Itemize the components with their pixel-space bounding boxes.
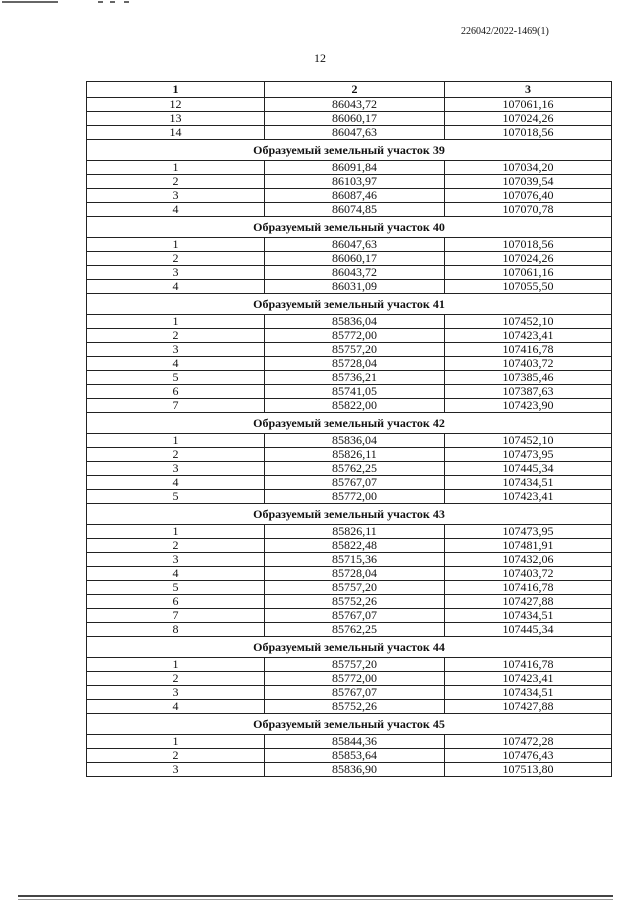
table-row	[87, 98, 612, 112]
y-coordinate: 107434,51	[445, 476, 612, 490]
y-coordinate: 107473,95	[445, 525, 612, 539]
point-number: 1	[87, 434, 265, 448]
section-title-row	[87, 714, 612, 735]
point-number: 5	[87, 581, 265, 595]
y-coordinate: 107024,26	[445, 252, 612, 266]
section-title: Образуемый земельный участок 44	[87, 637, 612, 658]
coordinates-table	[86, 81, 612, 777]
y-coordinate: 107427,88	[445, 700, 612, 714]
x-coordinate: 86091,84	[265, 161, 445, 175]
x-coordinate: 85767,07	[265, 476, 445, 490]
y-coordinate: 107070,78	[445, 203, 612, 217]
point-number: 1	[87, 161, 265, 175]
y-coordinate: 107473,95	[445, 448, 612, 462]
y-coordinate: 107513,80	[445, 763, 612, 777]
table-header-row	[87, 82, 612, 98]
footer-rule	[18, 895, 613, 897]
table-row	[87, 266, 612, 280]
table-row	[87, 371, 612, 385]
x-coordinate: 85836,04	[265, 434, 445, 448]
document-id: 226042/2022-1469(1)	[461, 26, 549, 37]
table-row	[87, 448, 612, 462]
x-coordinate: 85822,00	[265, 399, 445, 413]
x-coordinate: 85762,25	[265, 462, 445, 476]
table-body	[87, 98, 612, 777]
y-coordinate: 107055,50	[445, 280, 612, 294]
y-coordinate: 107452,10	[445, 315, 612, 329]
point-number: 1	[87, 525, 265, 539]
table-row	[87, 357, 612, 371]
y-coordinate: 107385,46	[445, 371, 612, 385]
y-coordinate: 107476,43	[445, 749, 612, 763]
table-row	[87, 315, 612, 329]
x-coordinate: 86074,85	[265, 203, 445, 217]
x-coordinate: 85762,25	[265, 623, 445, 637]
x-coordinate: 86103,97	[265, 175, 445, 189]
x-coordinate: 85772,00	[265, 490, 445, 504]
x-coordinate: 85715,36	[265, 553, 445, 567]
scan-top-marks	[0, 0, 160, 6]
y-coordinate: 107423,41	[445, 672, 612, 686]
table-row	[87, 175, 612, 189]
column-header: 3	[445, 82, 612, 98]
y-coordinate: 107423,41	[445, 329, 612, 343]
y-coordinate: 107403,72	[445, 357, 612, 371]
table-row	[87, 539, 612, 553]
x-coordinate: 85836,04	[265, 315, 445, 329]
x-coordinate: 85728,04	[265, 357, 445, 371]
y-coordinate: 107452,10	[445, 434, 612, 448]
y-coordinate: 107472,28	[445, 735, 612, 749]
x-coordinate: 85767,07	[265, 686, 445, 700]
table-row	[87, 749, 612, 763]
y-coordinate: 107434,51	[445, 609, 612, 623]
point-number: 2	[87, 252, 265, 266]
table-row	[87, 658, 612, 672]
x-coordinate: 85772,00	[265, 329, 445, 343]
table-row	[87, 280, 612, 294]
section-title-row	[87, 413, 612, 434]
table-row	[87, 189, 612, 203]
y-coordinate: 107403,72	[445, 567, 612, 581]
table-row	[87, 700, 612, 714]
section-title: Образуемый земельный участок 40	[87, 217, 612, 238]
x-coordinate: 85728,04	[265, 567, 445, 581]
y-coordinate: 107061,16	[445, 266, 612, 280]
footer-rule-thin	[18, 899, 613, 900]
table-row	[87, 735, 612, 749]
table-row	[87, 329, 612, 343]
y-coordinate: 107445,34	[445, 623, 612, 637]
table-row	[87, 203, 612, 217]
y-coordinate: 107481,91	[445, 539, 612, 553]
table-row	[87, 434, 612, 448]
x-coordinate: 85757,20	[265, 658, 445, 672]
point-number: 3	[87, 462, 265, 476]
y-coordinate: 107416,78	[445, 658, 612, 672]
section-title: Образуемый земельный участок 42	[87, 413, 612, 434]
section-title: Образуемый земельный участок 43	[87, 504, 612, 525]
page-number: 12	[314, 51, 326, 65]
y-coordinate: 107024,26	[445, 112, 612, 126]
table-row	[87, 581, 612, 595]
x-coordinate: 86043,72	[265, 98, 445, 112]
point-number: 7	[87, 399, 265, 413]
point-number: 2	[87, 448, 265, 462]
table-row	[87, 623, 612, 637]
table-row	[87, 595, 612, 609]
point-number: 13	[87, 112, 265, 126]
section-title-row	[87, 504, 612, 525]
x-coordinate: 86047,63	[265, 126, 445, 140]
point-number: 4	[87, 203, 265, 217]
table-row	[87, 161, 612, 175]
y-coordinate: 107018,56	[445, 126, 612, 140]
section-title-row	[87, 294, 612, 315]
point-number: 3	[87, 266, 265, 280]
point-number: 2	[87, 539, 265, 553]
point-number: 2	[87, 749, 265, 763]
table-row	[87, 385, 612, 399]
y-coordinate: 107018,56	[445, 238, 612, 252]
point-number: 1	[87, 238, 265, 252]
y-coordinate: 107039,54	[445, 175, 612, 189]
y-coordinate: 107423,90	[445, 399, 612, 413]
y-coordinate: 107427,88	[445, 595, 612, 609]
section-title: Образуемый земельный участок 39	[87, 140, 612, 161]
column-header: 2	[265, 82, 445, 98]
x-coordinate: 85736,21	[265, 371, 445, 385]
table-row	[87, 686, 612, 700]
table-row	[87, 490, 612, 504]
table-row	[87, 112, 612, 126]
table-row	[87, 343, 612, 357]
point-number: 5	[87, 490, 265, 504]
point-number: 1	[87, 658, 265, 672]
section-title-row	[87, 140, 612, 161]
section-title-row	[87, 217, 612, 238]
table-row	[87, 252, 612, 266]
point-number: 14	[87, 126, 265, 140]
point-number: 6	[87, 595, 265, 609]
x-coordinate: 86060,17	[265, 252, 445, 266]
point-number: 4	[87, 357, 265, 371]
x-coordinate: 85767,07	[265, 609, 445, 623]
point-number: 12	[87, 98, 265, 112]
point-number: 5	[87, 371, 265, 385]
point-number: 4	[87, 280, 265, 294]
point-number: 8	[87, 623, 265, 637]
point-number: 2	[87, 329, 265, 343]
point-number: 4	[87, 476, 265, 490]
table-row	[87, 399, 612, 413]
section-title-row	[87, 637, 612, 658]
point-number: 2	[87, 175, 265, 189]
table-row	[87, 567, 612, 581]
x-coordinate: 85757,20	[265, 581, 445, 595]
table-row	[87, 525, 612, 539]
x-coordinate: 85826,11	[265, 525, 445, 539]
point-number: 4	[87, 700, 265, 714]
point-number: 3	[87, 189, 265, 203]
table-row	[87, 476, 612, 490]
x-coordinate: 85853,64	[265, 749, 445, 763]
x-coordinate: 85757,20	[265, 343, 445, 357]
point-number: 3	[87, 763, 265, 777]
table-row	[87, 672, 612, 686]
y-coordinate: 107034,20	[445, 161, 612, 175]
y-coordinate: 107432,06	[445, 553, 612, 567]
x-coordinate: 85836,90	[265, 763, 445, 777]
point-number: 3	[87, 553, 265, 567]
y-coordinate: 107416,78	[445, 343, 612, 357]
point-number: 3	[87, 686, 265, 700]
x-coordinate: 85752,26	[265, 595, 445, 609]
section-title: Образуемый земельный участок 45	[87, 714, 612, 735]
point-number: 3	[87, 343, 265, 357]
x-coordinate: 86031,09	[265, 280, 445, 294]
x-coordinate: 85844,36	[265, 735, 445, 749]
point-number: 1	[87, 315, 265, 329]
x-coordinate: 85822,48	[265, 539, 445, 553]
x-coordinate: 86087,46	[265, 189, 445, 203]
point-number: 4	[87, 567, 265, 581]
x-coordinate: 85826,11	[265, 448, 445, 462]
x-coordinate: 85741,05	[265, 385, 445, 399]
x-coordinate: 85752,26	[265, 700, 445, 714]
x-coordinate: 86047,63	[265, 238, 445, 252]
y-coordinate: 107445,34	[445, 462, 612, 476]
y-coordinate: 107416,78	[445, 581, 612, 595]
point-number: 1	[87, 735, 265, 749]
y-coordinate: 107423,41	[445, 490, 612, 504]
column-header: 1	[87, 82, 265, 98]
table-row	[87, 609, 612, 623]
y-coordinate: 107076,40	[445, 189, 612, 203]
y-coordinate: 107387,63	[445, 385, 612, 399]
x-coordinate: 85772,00	[265, 672, 445, 686]
point-number: 2	[87, 672, 265, 686]
point-number: 7	[87, 609, 265, 623]
table-row	[87, 763, 612, 777]
x-coordinate: 86043,72	[265, 266, 445, 280]
section-title: Образуемый земельный участок 41	[87, 294, 612, 315]
table-row	[87, 126, 612, 140]
x-coordinate: 86060,17	[265, 112, 445, 126]
y-coordinate: 107061,16	[445, 98, 612, 112]
table-row	[87, 553, 612, 567]
point-number: 6	[87, 385, 265, 399]
table-row	[87, 462, 612, 476]
y-coordinate: 107434,51	[445, 686, 612, 700]
table-row	[87, 238, 612, 252]
